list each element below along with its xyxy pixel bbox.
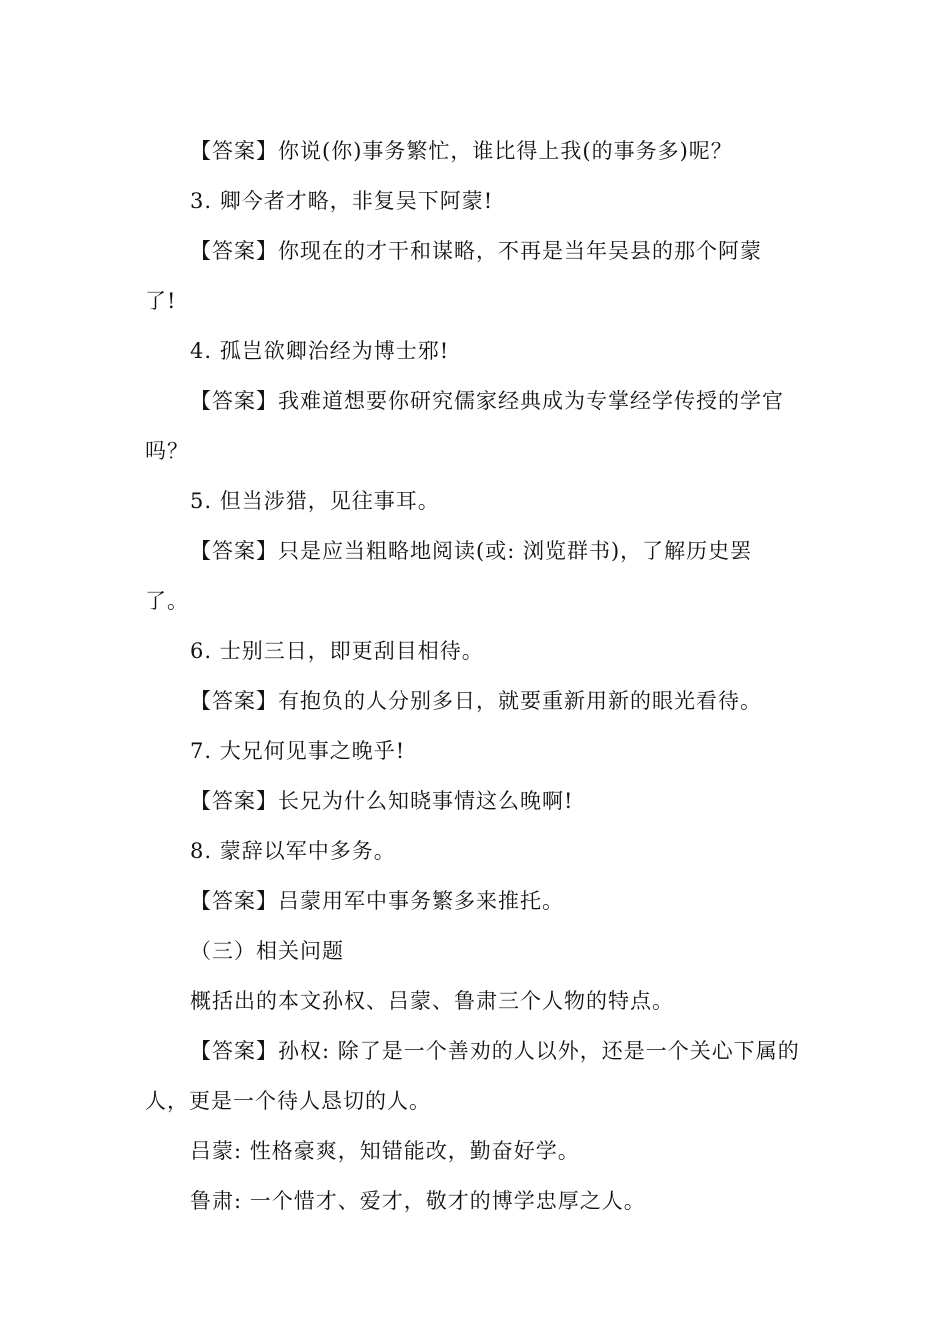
answer-sunquan-line-1: 【答案】孙权: 除了是一个善劝的人以外，还是一个关心下属的 <box>190 1039 800 1063</box>
answer-7: 【答案】长兄为什么知晓事情这么晚啊! <box>190 789 574 813</box>
question-characters: 概括出的本文孙权、吕蒙、鲁肃三个人物的特点。 <box>190 989 674 1013</box>
answer-8: 【答案】吕蒙用军中事务繁多来推托。 <box>190 889 564 913</box>
question-4: 4. 孤岂欲卿治经为博士邪! <box>190 339 450 363</box>
answer-sunquan-line-2: 人，更是一个待人恳切的人。 <box>145 1089 431 1113</box>
answer-lusu: 鲁肃: 一个惜才、爱才，敬才的博学忠厚之人。 <box>190 1189 646 1213</box>
question-6: 6. 士别三日，即更刮目相待。 <box>190 639 484 663</box>
answer-line-2: 【答案】你说(你)事务繁忙，谁比得上我(的事务多)呢？ <box>190 139 733 163</box>
answer-lvmeng: 吕蒙: 性格豪爽，知错能改，勤奋好学。 <box>190 1139 580 1163</box>
answer-6: 【答案】有抱负的人分别多日，就要重新用新的眼光看待。 <box>190 689 762 713</box>
answer-3-line-1: 【答案】你现在的才干和谋略，不再是当年吴县的那个阿蒙 <box>190 239 762 263</box>
answer-3-line-2: 了! <box>145 289 177 313</box>
answer-4-line-1: 【答案】我难道想要你研究儒家经典成为专掌经学传授的学官 <box>190 389 784 413</box>
question-7: 7. 大兄何见事之晚乎! <box>190 739 406 763</box>
answer-4-line-2: 吗？ <box>145 439 189 463</box>
answer-5-line-2: 了。 <box>145 589 189 613</box>
question-3: 3. 卿今者才略，非复吴下阿蒙! <box>190 189 494 213</box>
answer-5-line-1: 【答案】只是应当粗略地阅读(或: 浏览群书)，了解历史罢 <box>190 539 753 563</box>
question-8: 8. 蒙辞以军中多务。 <box>190 839 396 863</box>
section-heading: （三）相关问题 <box>190 939 344 963</box>
question-5: 5. 但当涉猎，见往事耳。 <box>190 489 440 513</box>
